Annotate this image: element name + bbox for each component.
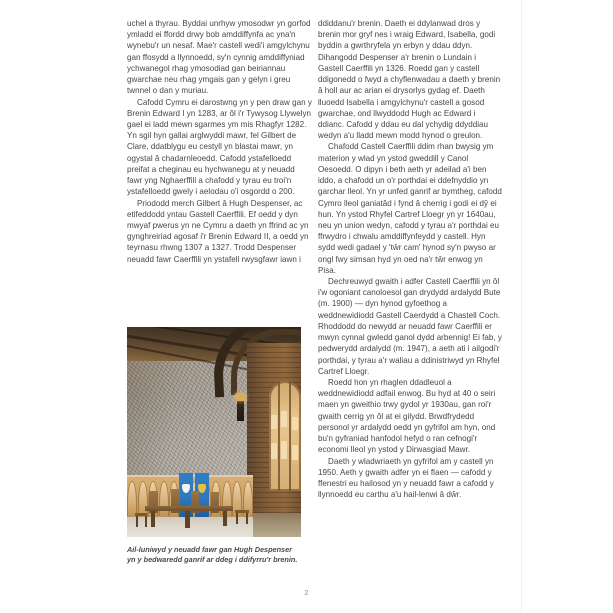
page-number: 2	[304, 588, 309, 597]
paragraph: ddiddanu'r brenin. Daeth ei ddylanwad dros y brenin mor gryf nes i wraig Edward, Isabella, godi byddin a gwrthryfela yn erbyn y ddau ddyn. Dihangodd Despenser a'r brenin o Lundain i Gastell Caerffili yn 1326. Roedd gan y castell ddigonedd o fwyd a chyflenwadau a daeth y brenin â holl aur ac arian ei drysorlys gydag ef. Daeth lluoedd Isabella i amgylchynu'r castell a gosod gwarchae, ond llwyddodd Hugh ac Edward i ddianc. Cafodd y ddau eu dal ychydig ddyddiau wedyn a'u lladd mewn modd hynod o greulon.	[318, 19, 501, 141]
wall-lamp-light	[235, 393, 246, 401]
window-pane	[271, 415, 277, 429]
bench-leg	[236, 513, 238, 524]
table-leg	[151, 511, 155, 527]
bench-leg	[145, 516, 147, 527]
great-hall-figure	[127, 327, 301, 565]
wall-lamp-bracket	[237, 399, 244, 421]
bench-leg	[246, 513, 248, 524]
window-pane	[292, 445, 298, 460]
paragraph: Daeth y wladwriaeth yn gyfrifol am y castell yn 1950. Aeth y gwaith adfer yn ei flaen — cafodd y ffenestri eu hailosod yn y neuadd fawr a cafodd y llynnoedd eu carthu a'u hail-lenwi â dŵr.	[318, 456, 494, 500]
two-column-text-body	[127, 18, 512, 578]
window-pane	[281, 411, 287, 427]
paragraph: Dechreuwyd gwaith i adfer Castell Caerffili yn ôl i'w ogoniant canoloesol gan drydydd ardalydd Bute (m. 1900) — dyn hynod gyfoethog a weddnewidiodd Gastell Caerdydd a Chastell Coch. Rhoddodd do newydd ar neuadd fawr Caerffili er mwyn cynnal gwledd ganol dydd arbennig! Ei fab, y pedwerydd ardalydd (m. 1947), a aeth ati i ailgodi'r porthdai, y tyrau a'r waliau a ddinistriwyd yn Rhyfel Cartref Lloegr.	[318, 277, 502, 376]
table-leg	[185, 511, 190, 528]
hall-floor-shadow	[253, 513, 301, 537]
heraldic-shield	[198, 484, 206, 493]
gothic-arch	[127, 481, 137, 516]
paragraph: Cafodd Cymru ei darostwng yn y pen draw gan y Brenin Edward I yn 1283, ar ôl i'r Tywysog Llywelyn gael ei ladd mewn sgarmes ym mis Rhagfyr 1282. Yn sgil hyn gallai arglwyddi mawr, fel Gilbert de Clare, ddatblygu eu cestyll yn blastai mawr, yn ogystal â chadarnleoedd. Cafodd ystafelloedd preifat a cheginau eu hychwanegu at y neuadd fawr yng Nghaerffili a chafodd y tyrau eu troi'n ystafelloedd gwely i aelodau o'i osgordd o 200.	[127, 97, 312, 197]
great-hall-photograph	[127, 327, 301, 537]
heraldic-shield	[182, 484, 190, 493]
paragraph: Priododd merch Gilbert â Hugh Despenser, ac etifeddodd yntau Gastell Caerffili. Ef oedd y dyn mwyaf pwerus yn ne Cymru a daeth yn ffrind ac yn gynghreiriad agosaf i'r Brenin Edward II, a oedd yn teyrnasu rhwng 1307 a 1327. Trodd Despenser neuadd fawr Caerffili yn ystafell rwysgfawr iawn i	[127, 198, 309, 264]
table-leg	[223, 511, 227, 526]
figure-caption: Ail-luniwyd y neuadd fawr gan Hugh Despenser yn y bedwaredd ganrif ar ddeg i ddifyrru'r brenin.	[127, 545, 298, 565]
window-pane	[271, 443, 277, 459]
paragraph: Roedd hon yn rhaglen ddadleuol a weddnewidiodd adfail enwog. Bu hyd at 40 o seiri maen yn gweithio trwy gydol yr 1930au, gan roi'r gwaith cerrig yn ôl at ei gilydd. Brwdfrydedd personol yr ardalydd oedd yn gyfrifol am hyn, ond bu'n gyfraniad hanfodol hefyd o ran cefnogi'r economi lleol yn ystod y Dirwasgiad Mawr.	[318, 378, 496, 455]
left-text-column	[127, 18, 312, 565]
window-mullion	[289, 381, 291, 491]
page-edge-line	[521, 0, 522, 613]
bench-leg	[136, 516, 138, 527]
window-mullion	[278, 381, 280, 491]
paragraph: uchel a thyrau. Byddai unrhyw ymosodwr yn gorfod ymladd ei ffordd drwy bob amddiffynfa ac yna'n wynebu'r un nesaf. Mae'r castell wedi'i amgylchynu gan ffosydd a llynnoedd, sy'n cynnig amddiffyniad ychwanegol rhag ymosodiad gan beiriannau gwarchae neu rhag ymgais gan y gelyn i greu twnnel o dan y muriau.	[127, 19, 311, 96]
gothic-window	[269, 381, 301, 491]
paragraph: Chafodd Castell Caerffili ddim rhan bwysig ym materion y wlad yn ystod gweddill y Canol Oesoedd. O dipyn i beth aeth yr adeilad a'i ben iddo, a chafodd un o'r porthdai ei ddefnyddio yn garchar lleol. Yn yr unfed ganrif ar bymtheg, cafodd Cymro lleol ganiatâd i fynd â cherrig i godi ei dŷ ei hun. Yn ystod Rhyfel Cartref Lloegr yn yr 1640au, neu yn union wedyn, cafodd y tyrau a'r porthdai eu ffrwydro i chwalu amddiffynfeydd y castell. Hyn sydd wedi gadael y 'tŵr cam' hynod sy'n pwyso ar ongl fwy simsan hyd yn oed na'r tŵr enwog yn Pisa.	[318, 142, 502, 275]
right-text-column	[318, 18, 503, 500]
window-pane	[292, 417, 298, 430]
window-pane	[281, 441, 287, 459]
